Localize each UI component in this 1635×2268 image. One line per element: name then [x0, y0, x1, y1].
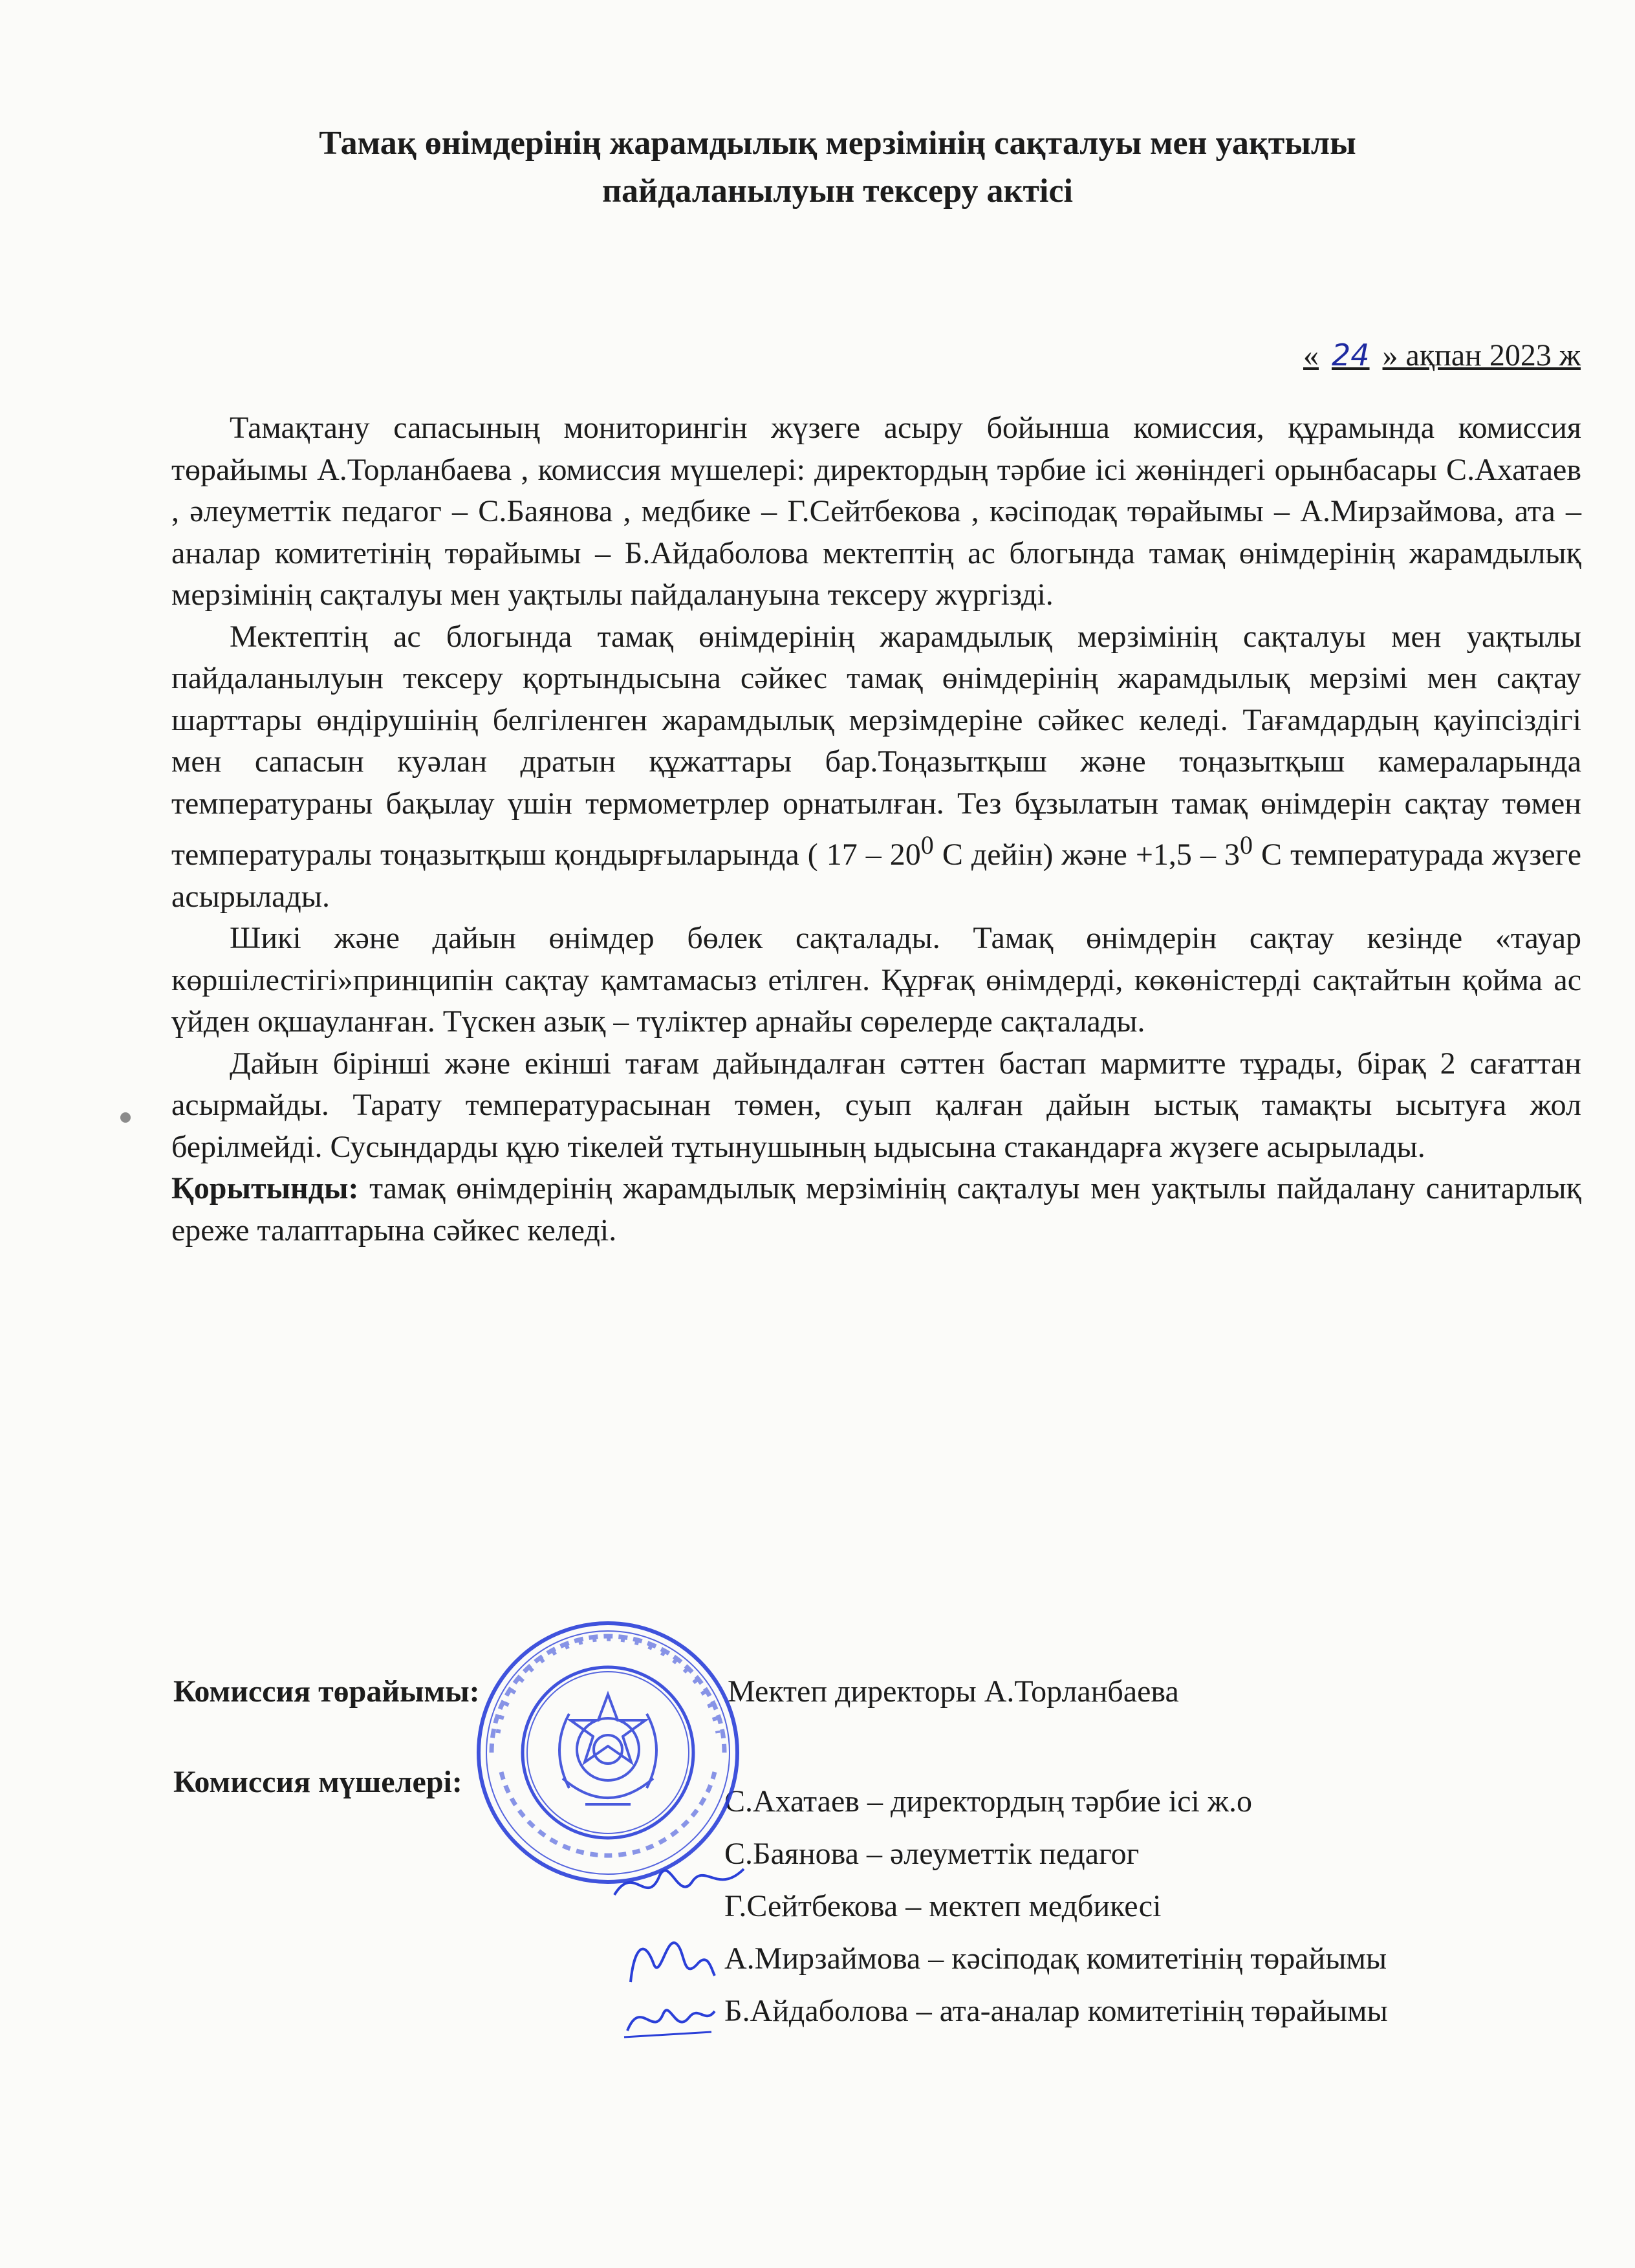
date-month-year: ақпан 2023 ж — [1405, 338, 1581, 373]
chair-row — [173, 1674, 480, 1709]
chair-label: Комиссия төрайымы: — [173, 1674, 480, 1709]
paragraph-2-end: С температурада жүзеге асырылады. — [171, 837, 1582, 914]
paragraph-1: Тамақтану сапасының мониторингін жүзеге асыру бойынша комиссия, құрамында комиссия төрайымы А.Торланбаева , комиссия мүшелері: директордың тәрбие ісі жөніндегі орынбасары С.Ахатаев , әлеуметтік педагог – С.Баянова , медбике – Г.Сейтбекова , кәсіподақ төрайымы – А.Мирзаймова, ата – аналар комитетінің төрайымы – Б.Айдаболова мектептің ас блогында тамақ өнімдерінің жарамдылық мерзімінің сақталуы мен уақтылы пайдалануына тексеру жүргізді. — [171, 411, 1581, 612]
paragraph-3: Шикі және дайын өнімдер бөлек сақталады. Тамақ өнімдерін сақтау кезінде «тауар көршілестігі»принципін сақтау қамтамасыз етілген. Құрғақ өнімдерді, көкөністерді сақтайтын қойма ас үйден оқшауланған. Түскен азық – түліктер арнайы сөрелерде сақталады. — [171, 921, 1581, 1039]
degree-sup-1: 0 — [920, 830, 934, 859]
member-1: С.Ахатаев – директордың тәрбие ісі ж.о — [724, 1784, 1252, 1819]
date-close-quote: » — [1382, 338, 1398, 373]
paragraph-2 — [171, 616, 1581, 918]
scan-dot — [120, 1112, 131, 1123]
conclusion-text: тамақ өнімдерінің жарамдылық мерзімінің сақталуы мен уақтылы пайдалану санитарлық ереже талаптарына сәйкес келеді. — [171, 1171, 1581, 1247]
signature-mirzaimova — [621, 1924, 718, 1995]
paragraph-2-mid: С дейін) және +1,5 – 3 — [933, 837, 1240, 872]
degree-sup-2: 0 — [1240, 830, 1253, 859]
member-5: Б.Айдаболова – ата-аналар комитетінің төрайымы — [724, 1994, 1388, 2028]
signature-akhataev — [608, 1850, 750, 1921]
conclusion-label: Қорытынды: — [171, 1171, 359, 1205]
member-4: А.Мирзаймова – кәсіподақ комитетінің төрайымы — [724, 1941, 1387, 1976]
document-body — [171, 407, 1581, 1251]
document-date — [1303, 338, 1581, 373]
date-day: 24 — [1331, 338, 1370, 373]
member-2: С.Баянова – әлеуметтік педагог — [724, 1837, 1140, 1871]
title-line-1: Тамақ өнімдерінің жарамдылық мерзімінің сақталуы мен уақтылы — [319, 125, 1356, 162]
chair-value: Мектеп директоры А.Торланбаева — [728, 1674, 1179, 1709]
paragraph-2-text: Мектептің ас блогында тамақ өнімдерінің жарамдылық мерзімінің сақталуы мен уақтылы пайдаланылуын тексеру қортындысына сәйкес тамақ өнімдерінің жарамдылық мерзімі мен сақтау шарттары өндірушінің белгіленген жарамдылық мерзімдеріне сәйкес келеді. Тағамдардың қауіпсіздігі мен сапасын куәлан дратын құжаттары бар.Тоңазытқыш және тоңазытқыш камераларында температураны бақылау үшін термометрлер орнатылған. Тез бұзылатын тамақ өнімдерін сақтау төмен температуралы тоңазытқыш қондырғыларында ( 17 – 20 — [171, 619, 1581, 872]
signature-aidabolova — [621, 1985, 718, 2050]
members-row — [173, 1764, 462, 1800]
members-list — [724, 1775, 1388, 2037]
paragraph-4: Дайын бірінші және екінші тағам дайындалған сәттен бастап мармитте тұрады, бірақ 2 сағаттан асырмайды. Тарату температурасынан төмен, суып қалған дайын ыстық тамақты ысытуға жол берілмейді. Сусындарды құю тікелей тұтынушының ыдысына стакандарға жүзеге асырылады. — [171, 1046, 1581, 1164]
official-stamp — [472, 1617, 744, 1888]
members-label: Комиссия мүшелері: — [173, 1765, 462, 1799]
date-open-quote: « — [1303, 338, 1319, 373]
member-3: Г.Сейтбекова – мектеп медбикесі — [724, 1889, 1162, 1923]
document-title — [194, 120, 1481, 215]
title-line-2: пайдаланылуын тексеру актісі — [602, 172, 1073, 210]
conclusion — [171, 1168, 1581, 1251]
